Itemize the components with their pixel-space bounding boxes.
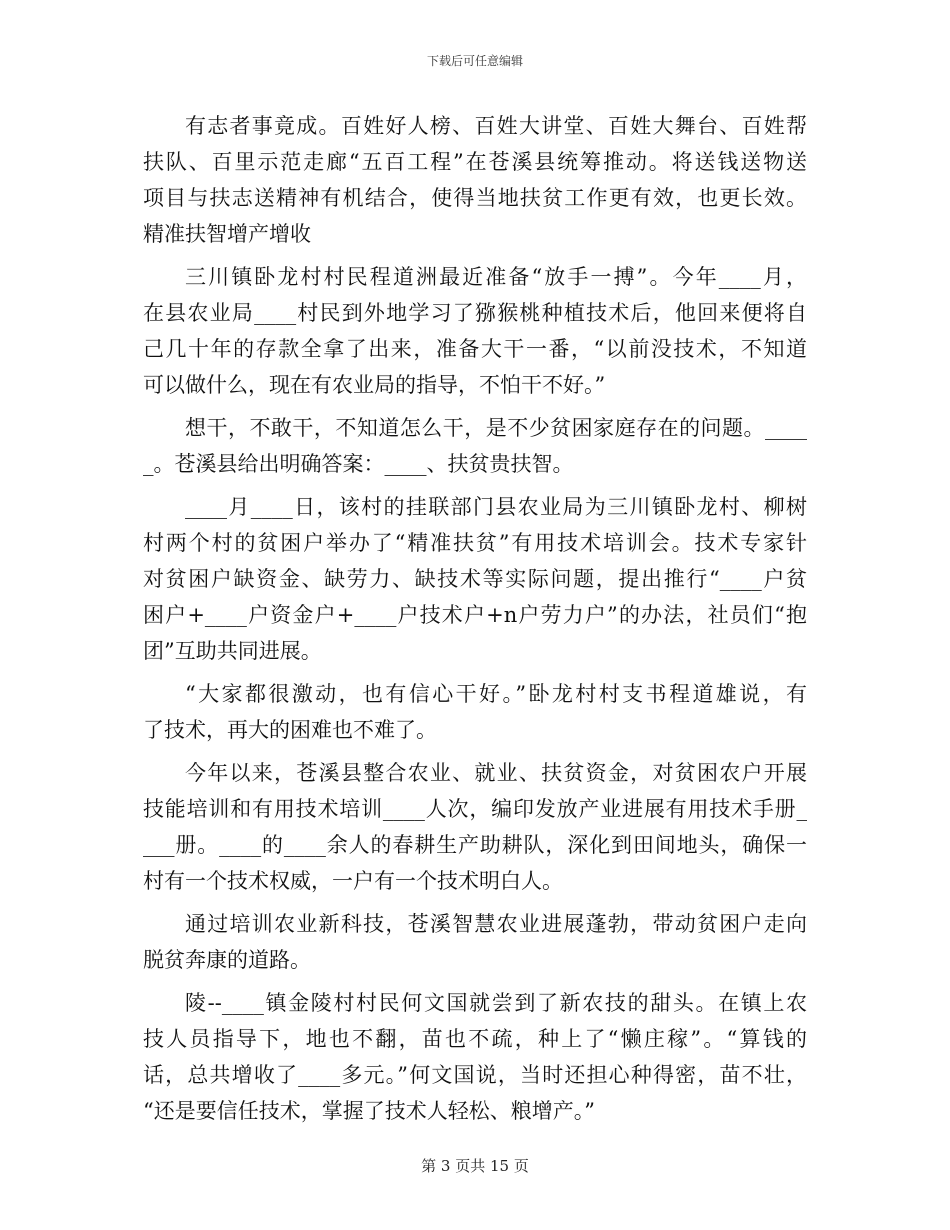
text-line: 在县农业局____村民到外地学习了猕猴桃种植技术后，他回来便将自 bbox=[143, 301, 807, 325]
text-line: 项目与扶志送精神有机结合，使得当地扶贫工作更有效，也更长效。 bbox=[143, 186, 807, 210]
text-line: 三川镇卧龙村村民程道洲最近准备“放手一搏”。今年____月， bbox=[185, 265, 807, 289]
paragraph bbox=[143, 410, 807, 482]
text-line: 技能培训和有用技术培训____人次，编印发放产业进展有用技术手册_ bbox=[143, 797, 807, 821]
text-line: 团”互助共同进展。 bbox=[143, 639, 322, 663]
text-line: 今年以来，苍溪县整合农业、就业、扶贫资金，对贫困农户开展 bbox=[185, 761, 807, 785]
paragraph bbox=[143, 985, 807, 1129]
text-line: 想干，不敢干，不知道怎么干，是不少贫困家庭存在的问题。____ bbox=[185, 416, 807, 440]
text-line: 通过培训农业新科技，苍溪智慧农业进展蓬勃，带动贫困户走向 bbox=[185, 912, 807, 936]
text-line: ___册。____的____余人的春耕生产助耕队，深化到田间地头，确保一 bbox=[143, 833, 807, 857]
text-line: 可以做什么，现在有农业局的指导，不怕干不好。” bbox=[143, 373, 606, 397]
page-number: 第 3 页共 15 页 bbox=[421, 1157, 529, 1175]
text-line: 陵--____镇金陵村村民何文国就尝到了新农技的甜头。在镇上农 bbox=[185, 991, 807, 1015]
text-line: 扶队、百里示范走廊“五百工程”在苍溪县统筹推动。将送钱送物送 bbox=[143, 150, 807, 174]
paragraph bbox=[143, 906, 807, 978]
text-line: 脱贫奔康的道路。 bbox=[143, 948, 311, 972]
paragraph bbox=[143, 489, 807, 669]
text-line: 困户+____户资金户+____户技术户+n户劳力户”的办法，社员们“抱 bbox=[143, 603, 807, 627]
text-line: 了技术，再大的困难也不难了。 bbox=[143, 718, 437, 742]
text-line: 对贫困户缺资金、缺劳力、缺技术等实际问题，提出推行“____户贫 bbox=[143, 567, 807, 591]
paragraph bbox=[143, 108, 807, 252]
text-line: “大家都很激动，也有信心干好。”卧龙村村支书程道雄说，有 bbox=[185, 682, 807, 706]
paragraph bbox=[143, 755, 807, 899]
text-line: _。苍溪县给出明确答案：____、扶贫贵扶智。 bbox=[143, 452, 574, 476]
text-line: “还是要信任技术，掌握了技术人轻松、粮增产。” bbox=[143, 1099, 595, 1123]
document-body bbox=[143, 108, 807, 1129]
text-line: ____月____日，该村的挂联部门县农业局为三川镇卧龙村、柳树 bbox=[185, 495, 807, 519]
text-line: 村两个村的贫困户举办了“精准扶贫”有用技术培训会。技术专家针 bbox=[143, 531, 807, 555]
paragraph bbox=[143, 259, 807, 403]
text-line: 村有一个技术权威，一户有一个技术明白人。 bbox=[143, 869, 563, 893]
text-line: 话，总共增收了____多元。”何文国说，当时还担心种得密，苗不壮， bbox=[143, 1063, 807, 1087]
text-line: 己几十年的存款全拿了出来，准备大干一番，“以前没技术，不知道 bbox=[143, 337, 807, 361]
paragraph bbox=[143, 676, 807, 748]
page-header: 下载后可任意编辑 bbox=[426, 54, 523, 68]
text-line: 技人员指导下，地也不翻，苗也不疏，种上了“懒庄稼”。“算钱的 bbox=[143, 1027, 807, 1051]
section-heading: 精准扶智增产增收 bbox=[143, 222, 311, 246]
text-line: 有志者事竟成。百姓好人榜、百姓大讲堂、百姓大舞台、百姓帮 bbox=[185, 114, 807, 138]
